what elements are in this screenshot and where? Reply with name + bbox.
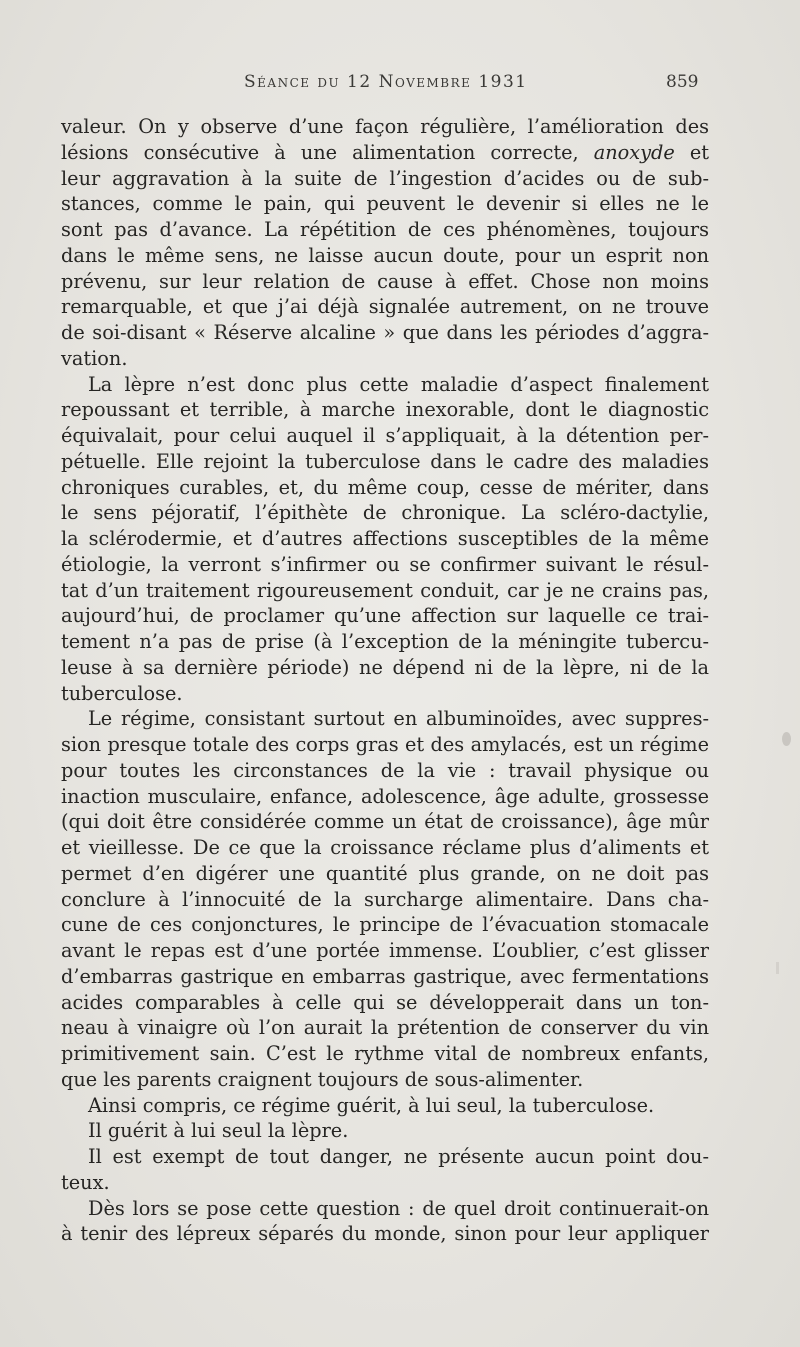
text-line: étiologie, la verront s’infirmer ou se confirmer suivant le résul- <box>61 552 709 576</box>
page-number: 859 <box>666 72 699 92</box>
text-line: équivalait, pour celui auquel il s’appliquait, à la détention per- <box>61 424 709 447</box>
text-line: (qui doit être considérée comme un état de croissance), âge mûr <box>61 810 709 834</box>
text-line: à tenir des lépreux séparés du monde, sinon pour leur appliquer <box>61 1222 709 1246</box>
text-line: vation. <box>61 346 128 370</box>
paper-speck <box>782 732 791 746</box>
text-line: pétuelle. Elle rejoint la tuberculose dans le cadre des maladies <box>61 449 709 473</box>
text-line: tuberculose. <box>61 681 183 705</box>
text-line: primitivement sain. C’est le rythme vital de nombreux enfants, <box>61 1042 709 1065</box>
text-line: dans le même sens, ne laisse aucun doute, pour un esprit non <box>61 243 709 267</box>
text-line: inaction musculaire, enfance, adolescence, âge adulte, grossesse <box>61 784 709 808</box>
text-line: que les parents craignent toujours de sous-alimenter. <box>61 1067 584 1091</box>
text-line: pour toutes les circonstances de la vie : travail physique ou <box>61 758 709 782</box>
text-line: Il guérit à lui seul la lèpre. <box>88 1119 349 1143</box>
text-line: aujourd’hui, de proclamer qu’une affection sur laquelle ce trai- <box>61 604 709 628</box>
text-line: cune de ces conjonctures, le principe de l’évacuation stomacale <box>61 913 709 937</box>
text-line: tat d’un traitement rigoureusement conduit, car je ne crains pas, <box>61 578 709 602</box>
running-head <box>0 72 800 98</box>
text-line: lésions consécutive à une alimentation correcte, anoxyde et <box>61 140 709 164</box>
paper-speck <box>776 962 779 974</box>
text-line: le sens péjoratif, l’épithète de chronique. La scléro-dactylie, <box>61 501 709 525</box>
body-text <box>61 114 709 1247</box>
text-line: Dès lors se pose cette question : de quel droit continuerait-on <box>88 1196 709 1220</box>
text-line: remarquable, et que j’ai déjà signalée autrement, on ne trouve <box>61 295 709 319</box>
text-line: prévenu, sur leur relation de cause à effet. Chose non moins <box>61 269 709 293</box>
text-line: la sclérodermie, et d’autres affections susceptibles de la même <box>61 527 709 550</box>
text-line: sion presque totale des corps gras et des amylacés, est un régime <box>61 733 709 756</box>
text-line: permet d’en digérer une quantité plus grande, on ne doit pas <box>61 861 709 885</box>
text-line: neau à vinaigre où l’on aurait la prétention de conserver du vin <box>61 1016 709 1040</box>
text-line: leur aggravation à la suite de l’ingestion d’acides ou de sub- <box>61 166 709 190</box>
text-line: leuse à sa dernière période) ne dépend ni de la lèpre, ni de la <box>61 655 709 679</box>
text-line: tement n’a pas de prise (à l’exception de la méningite tubercu- <box>61 630 709 653</box>
text-line: chroniques curables, et, du même coup, cesse de mériter, dans <box>61 475 709 499</box>
running-head-title: Séance du 12 Novembre 1931 <box>244 72 528 92</box>
text-line: Ainsi compris, ce régime guérit, à lui seul, la tuberculose. <box>88 1093 655 1117</box>
text-line: acides comparables à celle qui se développerait dans un ton- <box>61 990 709 1014</box>
text-line: La lèpre n’est donc plus cette maladie d’aspect finalement <box>88 372 709 396</box>
text-line: stances, comme le pain, qui peuvent le devenir si elles ne le <box>61 192 709 216</box>
text-line: Le régime, consistant surtout en albuminoïdes, avec suppres- <box>88 707 709 731</box>
text-line: Il est exempt de tout danger, ne présente aucun point dou- <box>88 1145 709 1168</box>
text-line: teux. <box>61 1170 110 1194</box>
text-line: valeur. On y observe d’une façon régulière, l’amélioration des <box>61 115 709 138</box>
text-line: avant le repas est d’une portée immense. L’oublier, c’est glisser <box>61 939 709 962</box>
text-line: sont pas d’avance. La répétition de ces phénomènes, toujours <box>61 218 709 241</box>
text-line: de soi-disant « Réserve alcaline » que dans les périodes d’aggra- <box>61 321 709 344</box>
text-line: repoussant et terrible, à marche inexorable, dont le diagnostic <box>61 398 709 422</box>
text-line: et vieillesse. De ce que la croissance réclame plus d’aliments et <box>61 836 709 859</box>
text-line: d’embarras gastrique en embarras gastrique, avec fermentations <box>61 964 709 988</box>
italic-word: anoxyde <box>593 140 675 164</box>
text-line: conclure à l’innocuité de la surcharge alimentaire. Dans cha- <box>61 887 709 911</box>
